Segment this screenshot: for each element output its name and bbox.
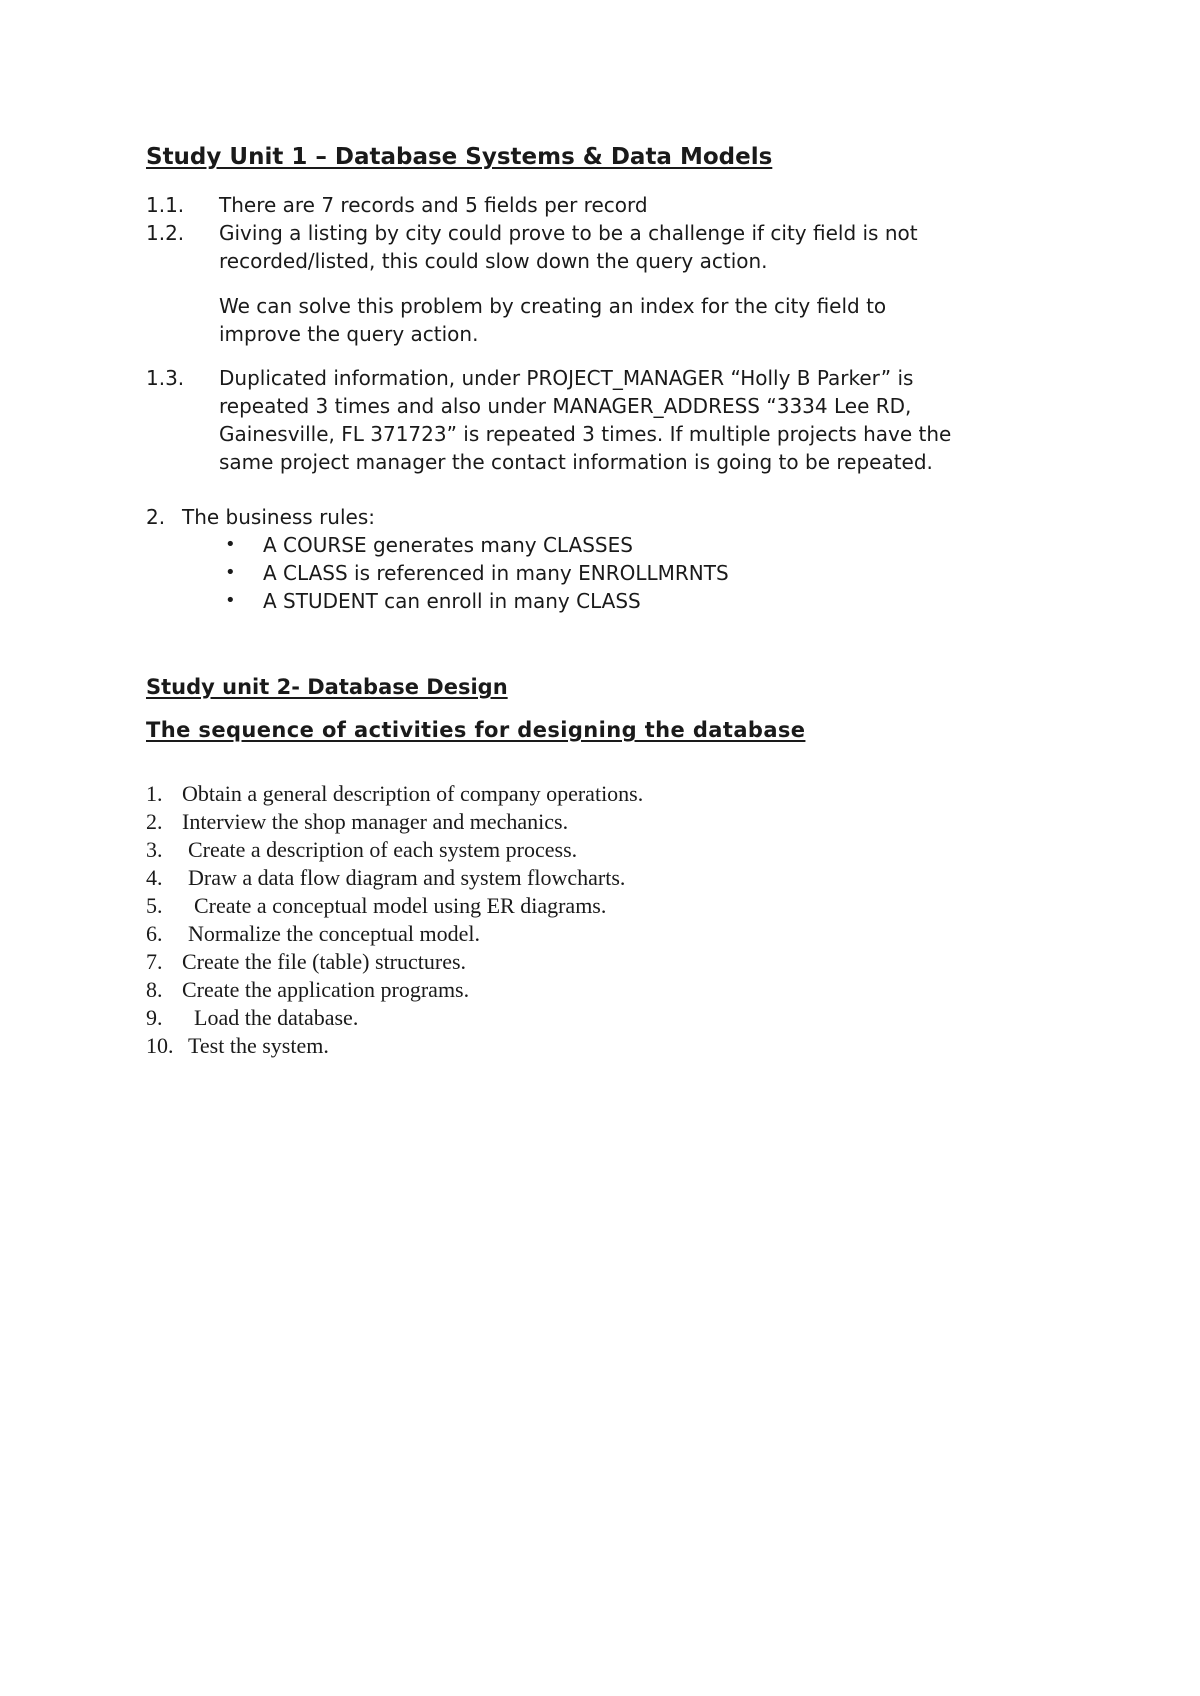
- business-rule-1: A COURSE generates many CLASSES: [263, 533, 633, 557]
- item-1-2-extra-line-1: We can solve this problem by creating an index for the city field to: [219, 294, 887, 318]
- step-2-text: Interview the shop manager and mechanics.: [182, 809, 569, 834]
- business-rule-3: A STUDENT can enroll in many CLASS: [263, 589, 641, 613]
- step-8-number: 8.: [146, 977, 163, 1002]
- bullet-icon: •: [225, 534, 236, 555]
- step-1-text: Obtain a general description of company operations.: [182, 781, 644, 806]
- step-6-text: Normalize the conceptual model.: [188, 921, 480, 946]
- item-1-3-line-1: Duplicated information, under PROJECT_MANAGER “Holly B Parker” is: [219, 366, 914, 390]
- step-7-text: Create the file (table) structures.: [182, 949, 467, 974]
- step-3-text: Create a description of each system process.: [188, 837, 578, 862]
- item-1-3-number: 1.3.: [146, 366, 185, 390]
- item-1-2-line-2: recorded/listed, this could slow down the query action.: [219, 249, 768, 273]
- item-1-3-line-4: same project manager the contact information is going to be repeated.: [219, 450, 933, 474]
- item-1-1-number: 1.1.: [146, 193, 185, 217]
- step-3-number: 3.: [146, 837, 163, 862]
- business-rule-2: A CLASS is referenced in many ENROLLMRNTS: [263, 561, 729, 585]
- unit2-subtitle: The sequence of activities for designing the database: [146, 718, 806, 742]
- item-1-2-extra-line-2: improve the query action.: [219, 322, 479, 346]
- step-5-number: 5.: [146, 893, 163, 918]
- step-8-text: Create the application programs.: [182, 977, 470, 1002]
- step-4-number: 4.: [146, 865, 163, 890]
- item-1-1-text: There are 7 records and 5 fields per record: [219, 193, 648, 217]
- business-rules-label: The business rules:: [182, 505, 375, 529]
- step-5-text: Create a conceptual model using ER diagrams.: [194, 893, 607, 918]
- bullet-icon: •: [225, 562, 236, 583]
- bullet-icon: •: [225, 590, 236, 611]
- step-9-text: Load the database.: [194, 1005, 359, 1030]
- step-10-number: 10.: [146, 1033, 174, 1058]
- item-1-3-line-3: Gainesville, FL 371723” is repeated 3 times. If multiple projects have the: [219, 422, 952, 446]
- step-6-number: 6.: [146, 921, 163, 946]
- step-4-text: Draw a data flow diagram and system flowcharts.: [188, 865, 626, 890]
- step-10-text: Test the system.: [188, 1033, 329, 1058]
- step-2-number: 2.: [146, 809, 163, 834]
- unit2-title: Study unit 2- Database Design: [146, 675, 508, 699]
- item-1-3-line-2: repeated 3 times and also under MANAGER_ADDRESS “3334 Lee RD,: [219, 394, 912, 418]
- step-1-number: 1.: [146, 781, 163, 806]
- item-1-2-line-1: Giving a listing by city could prove to be a challenge if city field is not: [219, 221, 918, 245]
- step-9-number: 9.: [146, 1005, 163, 1030]
- business-rules-number: 2.: [146, 505, 166, 529]
- item-1-2-number: 1.2.: [146, 221, 185, 245]
- unit1-title: Study Unit 1 – Database Systems & Data Models: [146, 144, 773, 170]
- step-7-number: 7.: [146, 949, 163, 974]
